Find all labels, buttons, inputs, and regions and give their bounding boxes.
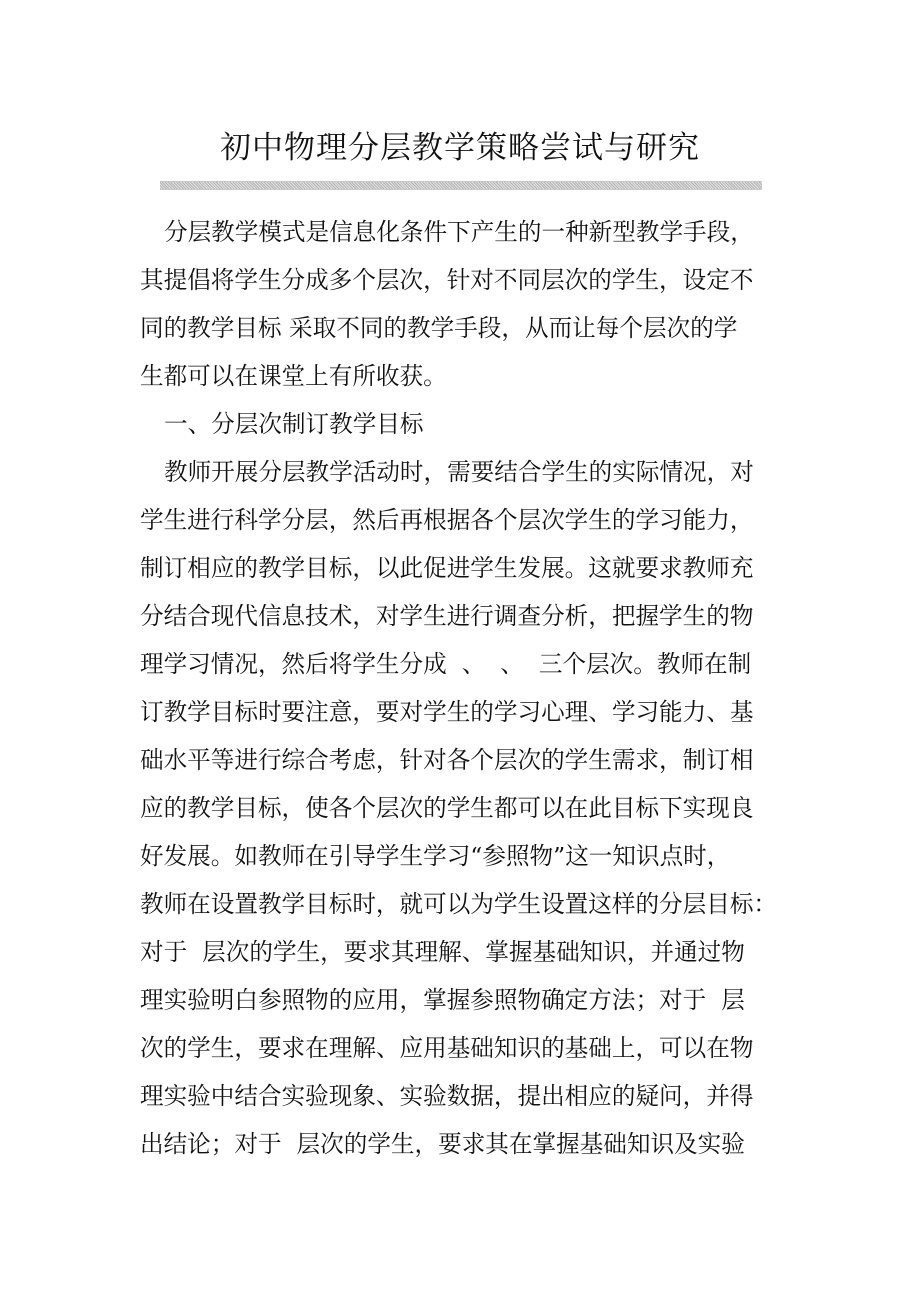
paragraph-line: 同的教学目标 采取不同的教学手段，从而让每个层次的学 — [140, 314, 738, 342]
paragraph-line: 对于 层次的学生，要求其理解、掌握基础知识，并通过物 — [140, 938, 745, 966]
paragraph-line: 理学习情况，然后将学生分成 、 、 三个层次。教师在制 — [140, 650, 752, 678]
paragraph-line: 订教学目标时要注意，要对学生的学习心理、学习能力、基 — [140, 698, 754, 726]
paragraph-line: 学生进行科学分层，然后再根据各个层次学生的学习能力， — [140, 506, 754, 534]
paragraph-line: 生都可以在课堂上有所收获。 — [140, 362, 447, 390]
paragraph-line: 础水平等进行综合考虑，针对各个层次的学生需求，制订相 — [140, 746, 754, 774]
paragraph-line: 应的教学目标，使各个层次的学生都可以在此目标下实现良 — [140, 794, 754, 822]
paragraph-line: 教师开展分层教学活动时，需要结合学生的实际情况，对 — [164, 458, 754, 486]
paragraph-line: 其提倡将学生分成多个层次，针对不同层次的学生，设定不 — [140, 266, 754, 294]
paragraph-line: 次的学生，要求在理解、应用基础知识的基础上，可以在物 — [140, 1034, 754, 1062]
title-divider — [160, 181, 762, 190]
paragraph-line: 教师在设置教学目标时，就可以为学生设置这样的分层目标： — [140, 890, 778, 918]
paragraph-line: 分结合现代信息技术，对学生进行调查分析，把握学生的物 — [140, 602, 754, 630]
section-heading: 一、分层次制订教学目标 — [164, 410, 424, 438]
paragraph-line: 好发展。如教师在引导学生学习“参照物”这一知识点时， — [140, 842, 731, 870]
paragraph-line: 理实验明白参照物的应用，掌握参照物确定方法；对于 层 — [140, 986, 745, 1014]
paragraph-line: 分层教学模式是信息化条件下产生的一种新型教学手段， — [164, 218, 754, 246]
paragraph-line: 制订相应的教学目标，以此促进学生发展。这就要求教师充 — [140, 554, 754, 582]
paragraph-line: 理实验中结合实验现象、实验数据，提出相应的疑问，并得 — [140, 1082, 754, 1110]
document-title: 初中物理分层教学策略尝试与研究 — [220, 130, 700, 166]
paragraph-line: 出结论；对于 层次的学生，要求其在掌握基础知识及实验 — [140, 1130, 745, 1158]
